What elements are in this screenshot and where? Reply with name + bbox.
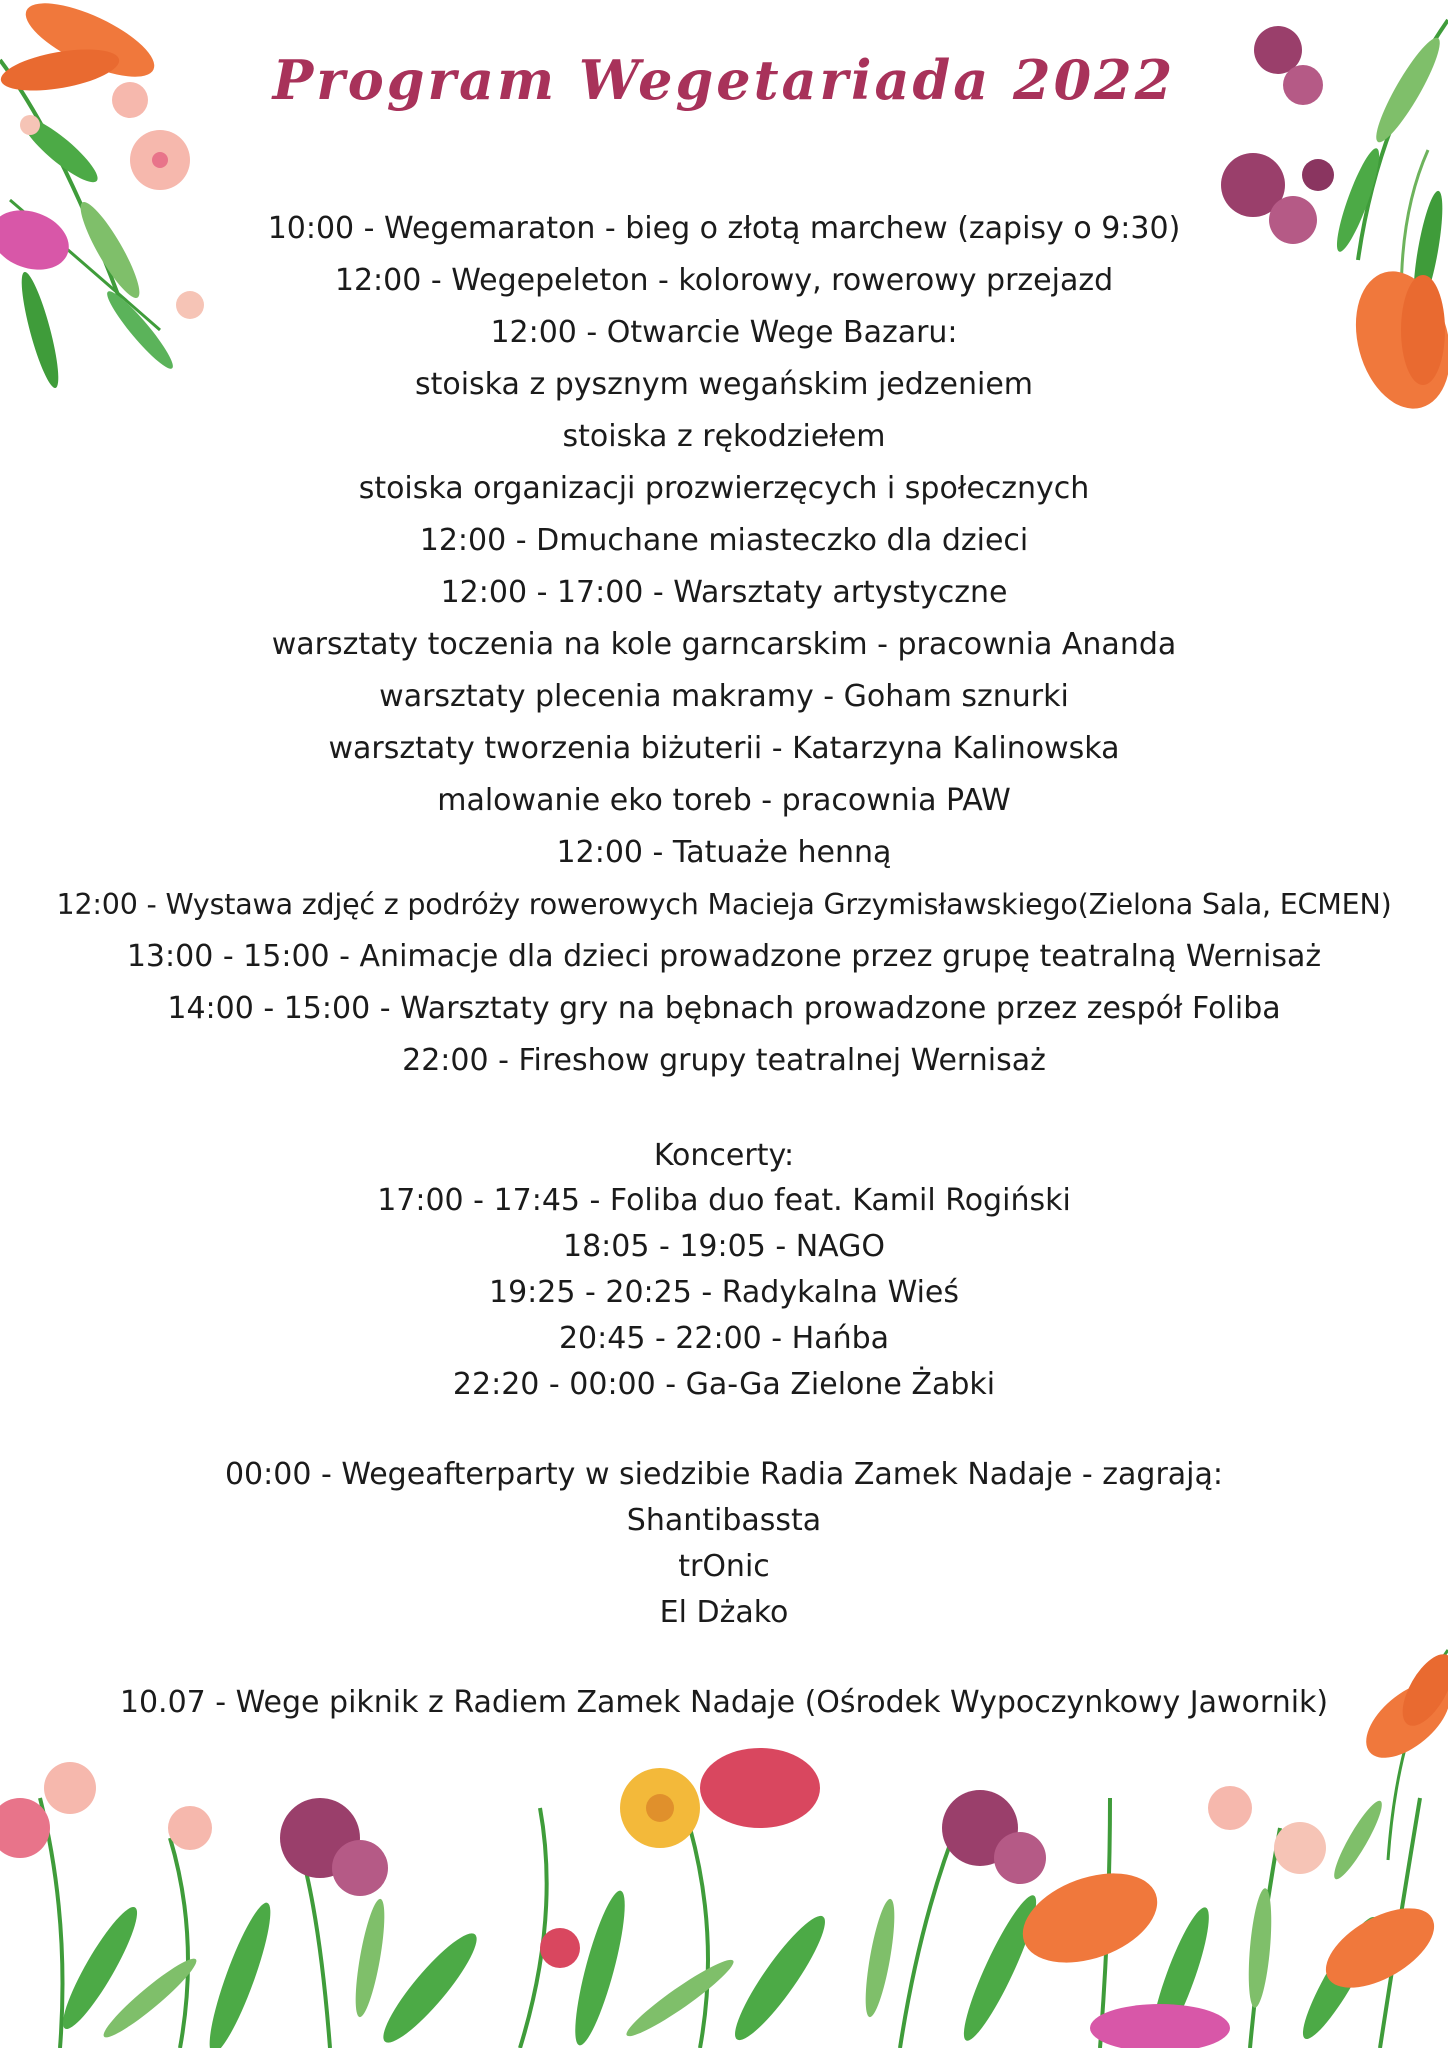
schedule-item: stoiska z rękodziełem xyxy=(562,419,886,454)
schedule-item: warsztaty toczenia na kole garncarskim - pracownia Ananda xyxy=(271,627,1177,662)
schedule-item: warsztaty tworzenia biżuterii - Katarzyna Kalinowska xyxy=(328,731,1120,766)
afterparty-artist: El Dżako xyxy=(659,1595,789,1630)
picnic-line: 10.07 - Wege piknik z Radiem Zamek Nadaje (Ośrodek Wypoczynkowy Jawornik) xyxy=(119,1685,1329,1720)
schedule-item: 14:00 - 15:00 - Warsztaty gry na bębnach prowadzone przez zespół Foliba xyxy=(167,991,1281,1026)
afterparty-line: 00:00 - Wegeafterparty w siedzibie Radia Zamek Nadaje - zagrają: xyxy=(224,1457,1224,1492)
page-title: Program Wegetariada 2022 xyxy=(272,48,1176,112)
concert-item: 19:25 - 20:25 - Radykalna Wieś xyxy=(489,1275,959,1310)
schedule-item: 12:00 - 17:00 - Warsztaty artystyczne xyxy=(440,575,1008,610)
afterparty-artist: Shantibassta xyxy=(626,1503,822,1538)
schedule-item: 12:00 - Wystawa zdjęć z podróży rowerowych Macieja Grzymisławskiego(Zielona Sala, ECMEN) xyxy=(56,888,1392,921)
schedule-item: 13:00 - 15:00 - Animacje dla dzieci prowadzone przez grupę teatralną Wernisaż xyxy=(126,939,1322,974)
afterparty-artist: trOnic xyxy=(678,1549,770,1584)
concert-item: 17:00 - 17:45 - Foliba duo feat. Kamil Rogiński xyxy=(377,1183,1071,1218)
concert-item: 18:05 - 19:05 - NAGO xyxy=(562,1229,885,1264)
schedule-item: malowanie eko toreb - pracownia PAW xyxy=(437,783,1011,818)
schedule-item: 12:00 - Otwarcie Wege Bazaru: xyxy=(490,315,958,350)
floral-decoration-bottom xyxy=(0,1718,1448,2048)
schedule-item: warsztaty plecenia makramy - Goham sznurki xyxy=(379,679,1069,714)
schedule-item: 10:00 - Wegemaraton - bieg o złotą marchew (zapisy o 9:30) xyxy=(267,211,1181,246)
schedule-item: stoiska z pysznym wegańskim jedzeniem xyxy=(414,367,1034,402)
schedule-item: 22:00 - Fireshow grupy teatralnej Wernisaż xyxy=(402,1043,1046,1078)
schedule-item: 12:00 - Dmuchane miasteczko dla dzieci xyxy=(419,523,1029,558)
schedule-item: 12:00 - Tatuaże henną xyxy=(556,835,892,870)
schedule-item: 12:00 - Wegepeleton - kolorowy, rowerowy przejazd xyxy=(334,263,1114,298)
concerts-heading: Koncerty: xyxy=(653,1138,795,1173)
schedule-item: stoiska organizacji prozwierzęcych i społecznych xyxy=(358,471,1090,506)
concert-item: 20:45 - 22:00 - Hańba xyxy=(558,1321,890,1356)
concert-item: 22:20 - 00:00 - Ga-Ga Zielone Żabki xyxy=(452,1367,996,1402)
